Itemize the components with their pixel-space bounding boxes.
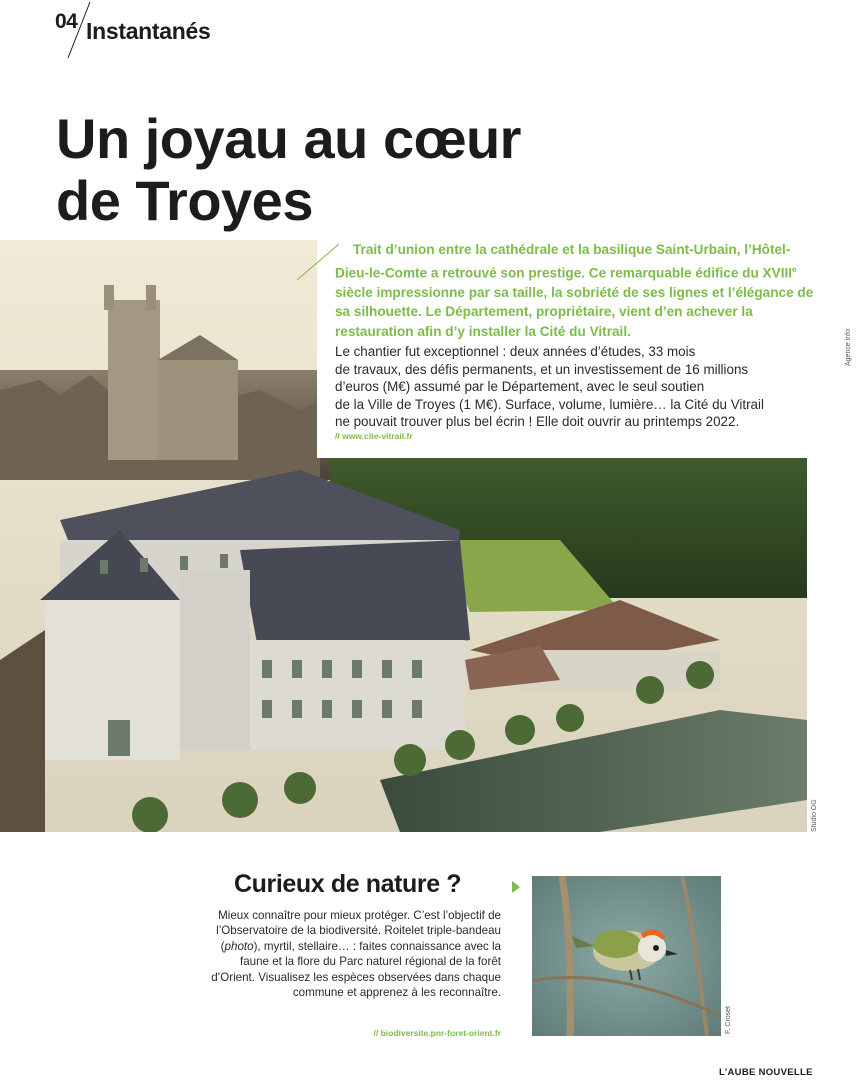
photo-credit-studio: Studio OG bbox=[811, 799, 818, 832]
article-lead bbox=[335, 240, 819, 342]
section-title: Instantanés bbox=[86, 18, 211, 44]
magazine-name: L’AUBE NOUVELLE bbox=[719, 1067, 813, 1078]
title-line-2: de Troyes bbox=[56, 169, 313, 232]
page-number: 04 bbox=[55, 10, 78, 33]
play-arrow-icon bbox=[511, 880, 521, 894]
article-body bbox=[335, 343, 819, 431]
photo-credit-agence: Agence info bbox=[845, 329, 852, 366]
lead-text-rest: siècle impressionne par sa taille, la sobriété de ses lignes et l’élégance de sa silhouette. Le Département, propriétaire, vient d’en achever la restauration afin d’y installer la Cité du Vitrail. bbox=[335, 284, 814, 339]
body-line: de travaux, des défis permanents, et un investissement de 16 millions bbox=[335, 361, 749, 377]
nature-text-part1: Mieux connaître pour mieux protéger. C’est l’objectif de l’Observatoire de la biodiversité. Roitelet triple-bandeau ( bbox=[216, 909, 501, 953]
body-line: ne pouvait trouver plus bel écrin ! Elle doit ouvrir au printemps 2022. bbox=[335, 414, 740, 429]
nature-text-italic: photo bbox=[224, 939, 254, 953]
body-line: Le chantier fut exceptionnel : deux années d’études, 33 mois bbox=[335, 344, 696, 359]
title-line-1: Un joyau au cœur bbox=[56, 107, 521, 170]
body-line: de la Ville de Troyes (1 M€). Surface, volume, lumière… la Cité du Vitrail bbox=[335, 396, 764, 412]
body-line: d’euros (M€) assumé par le Département, avec le seul soutien bbox=[335, 379, 705, 394]
lead-superscript: e bbox=[792, 264, 797, 274]
bird-photo-credit: F. Croset bbox=[725, 1005, 732, 1034]
biodiversite-link[interactable]: // biodiversite.pnr-foret-orient.fr bbox=[373, 1028, 501, 1038]
roitelet-bird-photo bbox=[532, 876, 721, 1036]
cite-vitrail-link[interactable]: // www.cite-vitrail.fr bbox=[335, 431, 413, 441]
article-title bbox=[56, 108, 656, 232]
nature-section-text bbox=[200, 908, 501, 1000]
lead-text: Trait d’union entre la cathédrale et la basilique Saint-Urbain, l’Hôtel-Dieu-le-Comte a retrouvé son prestige. Ce remarquable édifice du XVIII bbox=[335, 242, 793, 281]
nature-section-title: Curieux de nature ? bbox=[234, 870, 462, 898]
nature-text-part2: ), myrtil, stellaire… : faites connaissance avec la faune et la flore du Parc naturel régional de la forêt d’Orient. Visualisez les espèces observées dans chaque commune et apprenez à les reconnaître. bbox=[211, 939, 501, 1000]
